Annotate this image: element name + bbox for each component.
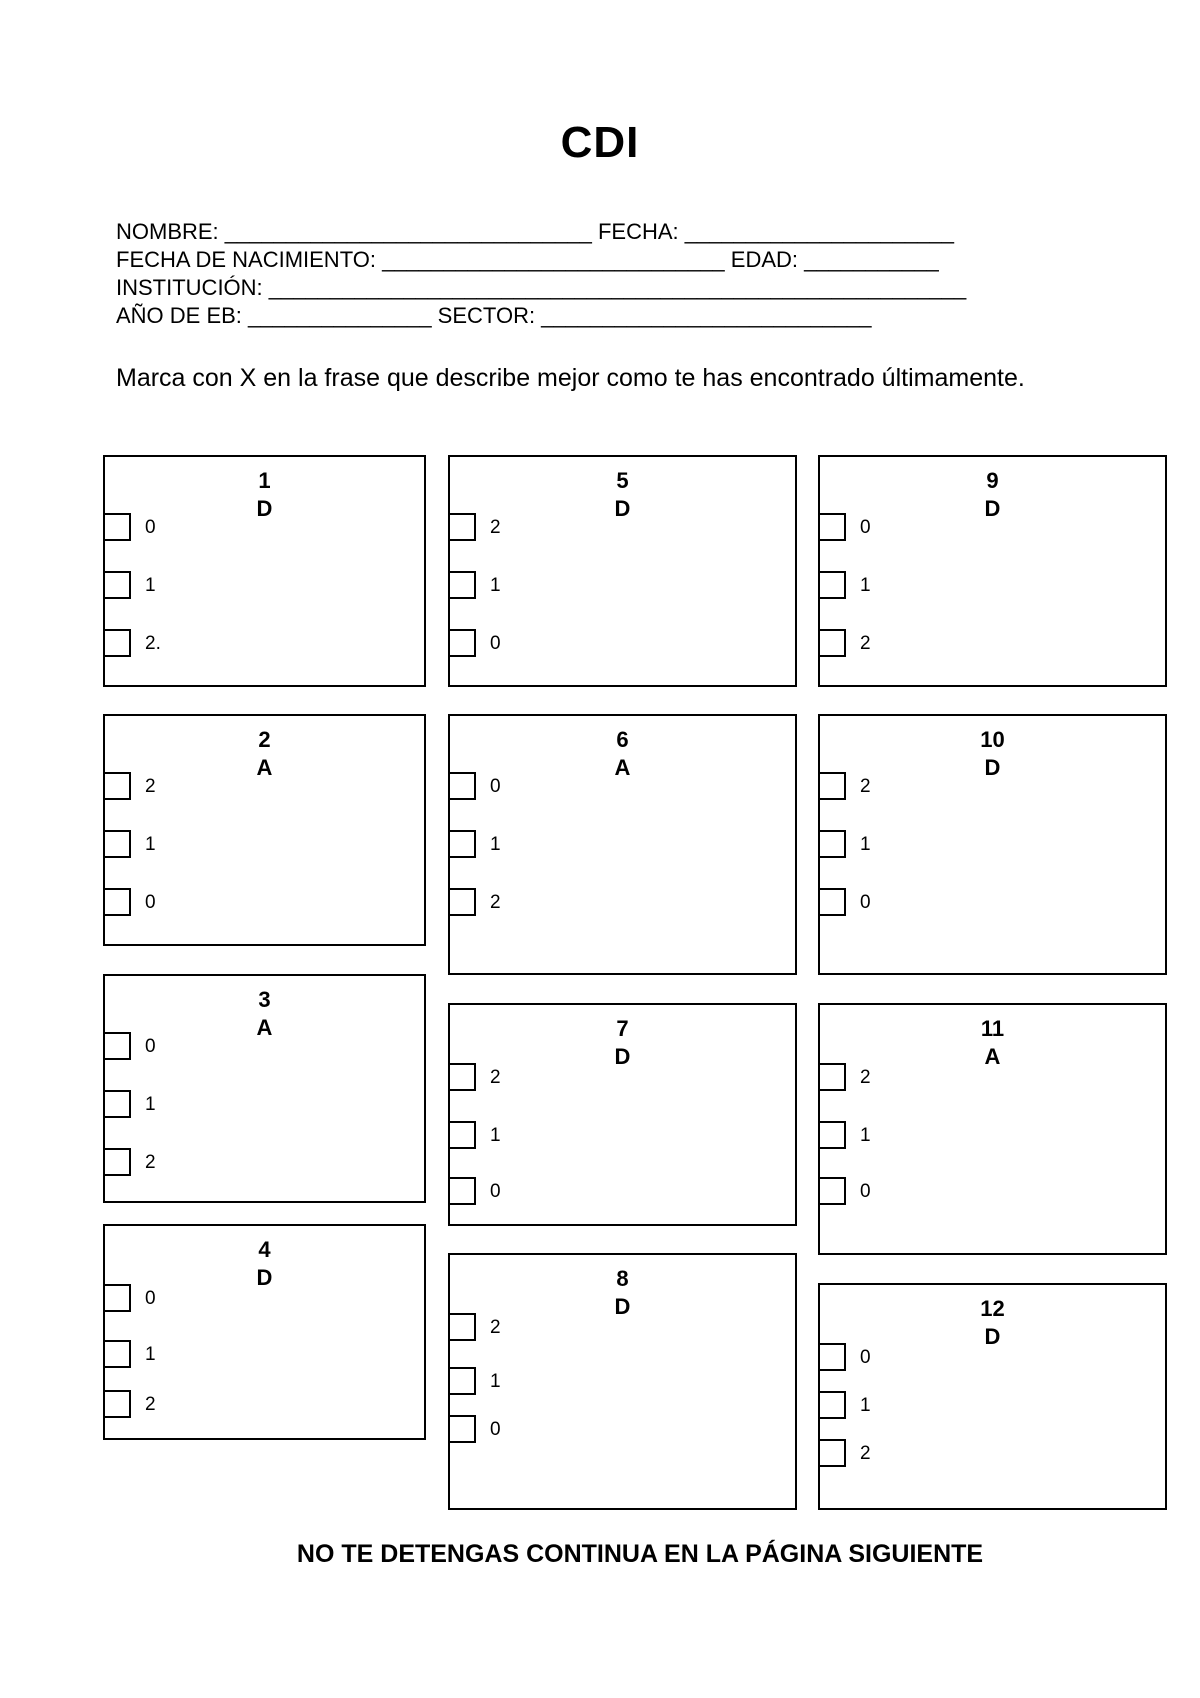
option-score: 0 — [860, 517, 871, 538]
item-category: A — [614, 755, 631, 780]
answer-checkbox[interactable] — [448, 1415, 476, 1443]
option-score: 1 — [145, 834, 156, 855]
answer-checkbox[interactable] — [103, 1032, 131, 1060]
option-score: 0 — [145, 1288, 156, 1309]
item-number: 8 — [616, 1266, 629, 1291]
option-score: 2 — [860, 1443, 871, 1464]
answer-checkbox[interactable] — [103, 772, 131, 800]
item-number: 12 — [980, 1296, 1005, 1321]
item-category: A — [984, 1044, 1001, 1069]
item-category: D — [256, 496, 273, 521]
answer-checkbox[interactable] — [818, 830, 846, 858]
option-score: 2 — [860, 1067, 871, 1088]
answer-checkbox[interactable] — [448, 1177, 476, 1205]
option-score: 1 — [860, 575, 871, 596]
answer-checkbox[interactable] — [103, 629, 131, 657]
item-category: D — [256, 1265, 273, 1290]
instructions-text: Marca con X en la frase que describe mejor como te has encontrado últimamente. — [116, 364, 1025, 392]
item-card-10 — [818, 714, 1167, 975]
birthdate-age-field[interactable]: FECHA DE NACIMIENTO: ____________________________ EDAD: ___________ — [116, 247, 939, 272]
item-card-1 — [103, 455, 426, 687]
answer-checkbox[interactable] — [103, 888, 131, 916]
answer-checkbox[interactable] — [103, 513, 131, 541]
item-number: 9 — [986, 468, 999, 493]
answer-checkbox[interactable] — [448, 513, 476, 541]
option-score: 0 — [490, 776, 501, 797]
answer-checkbox[interactable] — [448, 629, 476, 657]
option-score: 0 — [490, 1419, 501, 1440]
item-category: D — [984, 755, 1001, 780]
item-number: 3 — [258, 987, 271, 1012]
option-score: 1 — [145, 1094, 156, 1115]
item-card-8 — [448, 1253, 797, 1510]
option-score: 0 — [860, 892, 871, 913]
option-score: 2 — [490, 517, 501, 538]
option-score: 1 — [490, 834, 501, 855]
answer-checkbox[interactable] — [818, 1343, 846, 1371]
answer-checkbox[interactable] — [818, 1391, 846, 1419]
answer-checkbox[interactable] — [103, 1340, 131, 1368]
option-score: 0 — [860, 1181, 871, 1202]
option-score: 0 — [490, 633, 501, 654]
option-score: 2. — [145, 633, 161, 654]
page-title: CDI — [560, 118, 640, 167]
item-card-2 — [103, 714, 426, 946]
answer-checkbox[interactable] — [103, 1390, 131, 1418]
option-score: 1 — [860, 1395, 871, 1416]
option-score: 0 — [860, 1347, 871, 1368]
item-category: D — [984, 496, 1001, 521]
option-score: 2 — [145, 776, 156, 797]
item-card-11 — [818, 1003, 1167, 1255]
answer-checkbox[interactable] — [818, 1121, 846, 1149]
item-category: D — [614, 496, 631, 521]
answer-checkbox[interactable] — [448, 1367, 476, 1395]
answer-checkbox[interactable] — [818, 629, 846, 657]
item-number: 10 — [980, 727, 1005, 752]
answer-checkbox[interactable] — [818, 1439, 846, 1467]
answer-checkbox[interactable] — [448, 1313, 476, 1341]
option-score: 0 — [490, 1181, 501, 1202]
item-number: 6 — [616, 727, 629, 752]
answer-checkbox[interactable] — [448, 1121, 476, 1149]
option-score: 2 — [490, 892, 501, 913]
answer-checkbox[interactable] — [448, 888, 476, 916]
item-card-12 — [818, 1283, 1167, 1510]
answer-checkbox[interactable] — [818, 888, 846, 916]
option-score: 2 — [860, 633, 871, 654]
item-number: 1 — [258, 468, 271, 493]
answer-checkbox[interactable] — [818, 1177, 846, 1205]
answer-checkbox[interactable] — [103, 1284, 131, 1312]
option-score: 2 — [145, 1394, 156, 1415]
option-score: 0 — [145, 1036, 156, 1057]
item-card-9 — [818, 455, 1167, 687]
answer-checkbox[interactable] — [448, 830, 476, 858]
option-score: 1 — [145, 1344, 156, 1365]
option-score: 1 — [490, 1371, 501, 1392]
option-score: 2 — [860, 776, 871, 797]
answer-checkbox[interactable] — [103, 830, 131, 858]
item-number: 11 — [980, 1016, 1005, 1041]
item-category: A — [256, 1015, 273, 1040]
option-score: 2 — [490, 1317, 501, 1338]
option-score: 2 — [490, 1067, 501, 1088]
item-number: 4 — [258, 1237, 271, 1262]
item-category: D — [614, 1044, 631, 1069]
item-card-5 — [448, 455, 797, 687]
item-card-6 — [448, 714, 797, 975]
item-card-4 — [103, 1224, 426, 1440]
year-sector-field[interactable]: AÑO DE EB: _______________ SECTOR: ___________________________ — [116, 303, 872, 328]
answer-checkbox[interactable] — [103, 571, 131, 599]
answer-checkbox[interactable] — [448, 571, 476, 599]
name-date-field[interactable]: NOMBRE: ______________________________ FECHA: ______________________ — [116, 219, 954, 244]
item-number: 2 — [258, 727, 271, 752]
item-category: D — [614, 1294, 631, 1319]
answer-checkbox[interactable] — [818, 1063, 846, 1091]
item-category: A — [256, 755, 273, 780]
answer-checkbox[interactable] — [818, 772, 846, 800]
option-score: 1 — [490, 575, 501, 596]
option-score: 2 — [145, 1152, 156, 1173]
institution-field[interactable]: INSTITUCIÓN: _________________________________________________________ — [116, 275, 967, 300]
option-score: 1 — [860, 834, 871, 855]
option-score: 1 — [860, 1125, 871, 1146]
answer-checkbox[interactable] — [103, 1090, 131, 1118]
option-score: 0 — [145, 517, 156, 538]
answer-checkbox[interactable] — [818, 571, 846, 599]
option-score: 1 — [490, 1125, 501, 1146]
item-card-3 — [103, 974, 426, 1203]
option-score: 0 — [145, 892, 156, 913]
answer-checkbox[interactable] — [818, 513, 846, 541]
item-card-7 — [448, 1003, 797, 1226]
answer-checkbox[interactable] — [448, 772, 476, 800]
continue-notice: NO TE DETENGAS CONTINUA EN LA PÁGINA SIGUIENTE — [296, 1540, 984, 1568]
option-score: 1 — [145, 575, 156, 596]
answer-checkbox[interactable] — [103, 1148, 131, 1176]
item-number: 5 — [616, 468, 629, 493]
item-category: D — [984, 1324, 1001, 1349]
item-number: 7 — [616, 1016, 629, 1041]
answer-checkbox[interactable] — [448, 1063, 476, 1091]
